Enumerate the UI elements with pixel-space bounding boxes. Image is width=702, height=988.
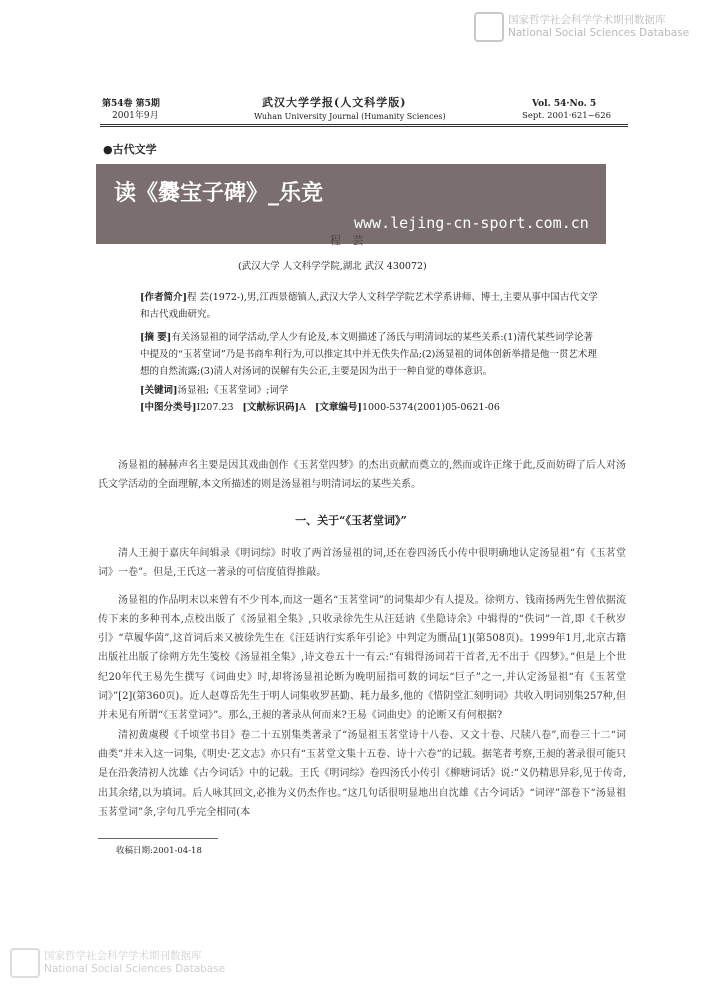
header-rule — [100, 124, 628, 125]
keywords-text: 汤显祖;《玉茗堂词》;词学 — [177, 385, 289, 396]
header-date: 2001年9月 — [112, 111, 159, 121]
banner-title: 读《爨宝子碑》_乐竞 — [114, 181, 324, 206]
watermark-line2: National Social Sciences Database — [508, 27, 690, 39]
main-body — [98, 544, 626, 822]
database-logo-icon-bottom — [10, 948, 40, 978]
footnote: 收稿日期:2001-04-18 — [116, 846, 202, 856]
intro-paragraph: 汤显祖的赫赫声名主要是因其戏曲创作《玉茗堂四梦》的杰出贡献而奠立的,然而或许正缘于此,反而妨碍了后人对汤氏文学活动的全面理解,本文所描述的则是汤显祖与明清词坛的某些关系。 — [98, 460, 626, 491]
bullet-icon: ● — [103, 143, 113, 156]
clc-label: [中图分类号] — [140, 402, 197, 413]
article-author: 程 芸 — [330, 234, 368, 247]
footnote-rule — [98, 838, 218, 839]
watermark-line1: 国家哲学社会科学学术期刊数据库 — [508, 14, 666, 26]
header-journal-en: Wuhan University Journal (Humanity Sciences) — [254, 112, 446, 121]
doc-code-value: A — [299, 402, 306, 413]
watermark-bottom-line2: National Social Sciences Database — [44, 963, 226, 975]
intro — [98, 456, 626, 495]
author-bio — [140, 289, 602, 323]
meta-block — [140, 289, 602, 416]
abstract-label: [摘 要] — [140, 332, 172, 343]
database-logo-icon — [474, 12, 504, 42]
doc-code-label: [文献标识码] — [242, 402, 300, 413]
abstract — [140, 329, 602, 380]
article-no-value: 1000-5374(2001)05-0621-06 — [361, 402, 500, 413]
body-paragraph-1: 清人王昶于嘉庆年间辑录《明词综》时收了两首汤显祖的词,还在卷四汤氏小传中很明确地认定汤显祖“有《玉茗堂词》一卷”。但是,王氏这一著录的可信度值得推敲。 — [98, 548, 626, 579]
body-paragraph-3: 清初黄虞稷《千顷堂书目》卷二十五别集类著录了“汤显祖玉茗堂诗十八卷、又文十卷、尺牍八卷”,而卷三十二“词曲类”并未入这一词集,《明史·艺文志》亦只有“玉茗堂文集十五卷、诗十六卷”的记载。据笔者考察,王昶的著录很可能只是在沿袭清初人沈雄《古今词话》中的记载。王氏《明词综》卷四汤氏小传引《柳塘词话》说:“义仍精思异彩,见于传奇,出其余绪,以为填词。后人咏其回文,必推为义仍杰作也。”这几句话很明显地出自沈雄《古今词话》“词评”部卷下“汤显祖玉茗堂词”条,字句几乎完全相同(本 — [98, 729, 626, 818]
article-affiliation: (武汉大学 人文科学学院,湖北 武汉 430072) — [238, 261, 427, 272]
header-volume: 第54卷 第5期 — [102, 99, 160, 109]
section-name: 古代文学 — [112, 143, 157, 156]
section-label — [103, 141, 157, 157]
author-bio-label: [作者简介] — [140, 292, 187, 303]
banner-url[interactable]: www.lejing-cn-sport.com.cn — [354, 214, 589, 232]
header-journal-cn: 武汉大学学报(人文科学版) — [262, 96, 407, 109]
classification-line — [140, 399, 602, 416]
header-date-right: Sept. 2001·621~626 — [522, 111, 612, 121]
header-vol-right: Vol. 54·No. 5 — [532, 99, 597, 109]
keywords-label: [关键词] — [140, 385, 178, 396]
body-paragraph-2: 汤显祖的作品明末以来曾有不少刊本,而这一题名“玉茗堂词”的词集却少有人提及。徐朔方、钱南扬两先生曾依据流传下来的多种刊本,点校出版了《汤显祖全集》,只收录徐先生从汪廷讷《坐隐诗余》中辑得的“佚词”一首,即《千秋岁引》“草履华茵”,这首词后来又被徐先生在《汪廷讷行实系年引论》中判定为赝品[1](第508页)。1999年1月,北京古籍出版社出版了徐朔方先生笺校《汤显祖全集》,诗文卷五十一有云:“有辑得汤词若干首者,无不出于《四梦》。”但是上个世纪20年代王易先生撰写《词曲史》时,却将汤显祖论断为晚明屈指可数的词坛“巨子”之一,并认定汤显祖“有《玉茗堂词》”[2](第360页)。近人赵尊岳先生于明人词集收罗甚勤、耗力最多,他的《惜阴堂汇刻明词》共收入明词别集257种,但并未见有所谓“《玉茗堂词》”。那么,王昶的著录从何而来?王易《词曲史》的论断又有何根据? — [98, 594, 626, 722]
section1-heading: 一、关于“《玉茗堂词》” — [295, 514, 407, 527]
abstract-text: 有关汤显祖的词学活动,学人少有论及,本文则描述了汤氏与明清词坛的某些关系:(1)清代某些词学论著中提及的“玉茗堂词”乃是书商牟利行为,可以推定其中并无佚失作品;(2)汤显祖的词体创新举措是他一贯艺术理想的自然流露;(3)清人对汤词的误解有失公正,主要是因为出于一种自觉的尊体意识。 — [140, 332, 597, 377]
keywords — [140, 382, 602, 399]
article-no-label: [文章编号] — [314, 402, 362, 413]
watermark-bottom-line1: 国家哲学社会科学学术期刊数据库 — [44, 950, 202, 962]
clc-value: I207.23 — [196, 402, 234, 413]
author-bio-text: 程 芸(1972-),男,江西景德镇人,武汉大学人文科学学院艺术学系讲师、博士,主要从事中国古代文学和古代戏曲研究。 — [140, 292, 598, 320]
header-rule-2 — [100, 126, 628, 127]
